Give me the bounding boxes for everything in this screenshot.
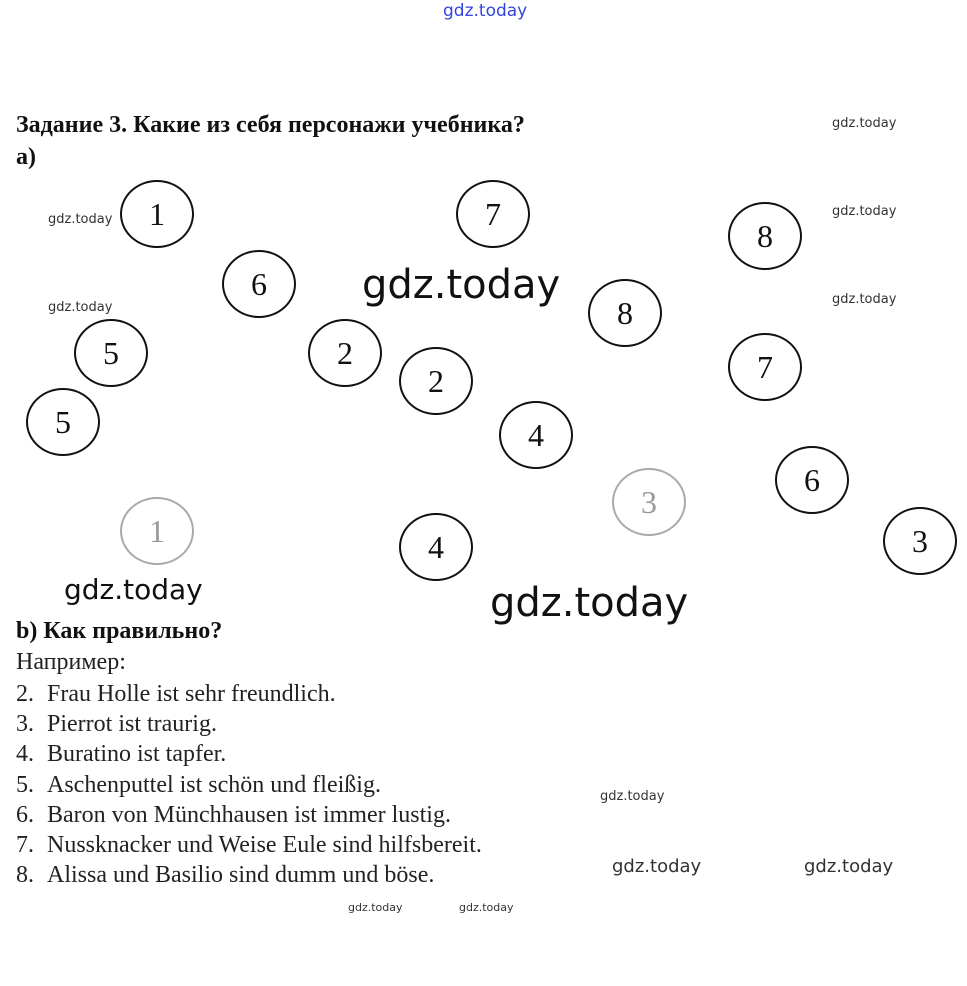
watermark: gdz.today	[459, 901, 514, 914]
answer-item	[16, 739, 482, 769]
part-b-label: b) Как правильно?	[16, 618, 223, 644]
answer-item	[16, 709, 482, 739]
watermark: gdz.today	[612, 856, 702, 877]
number-circle: 1	[120, 180, 194, 248]
watermark: gdz.today	[804, 856, 894, 877]
number-circle: 8	[588, 279, 662, 347]
watermark: gdz.today	[832, 292, 897, 307]
answer-item	[16, 800, 482, 830]
number-circle: 5	[74, 319, 148, 387]
watermark: gdz.today	[832, 204, 897, 219]
number-circle: 2	[308, 319, 382, 387]
number-circle: 4	[399, 513, 473, 581]
number-circle: 4	[499, 401, 573, 469]
answer-number: 4.	[16, 741, 34, 768]
answer-item	[16, 770, 482, 800]
answer-text: Frau Holle ist sehr freundlich.	[47, 681, 336, 707]
number-circle: 8	[728, 202, 802, 270]
watermark: gdz.today	[348, 901, 403, 914]
answer-number: 5.	[16, 771, 34, 798]
answer-text: Nussknacker und Weise Eule sind hilfsbereit.	[47, 831, 482, 858]
answer-number: 6.	[16, 801, 34, 828]
number-circle: 7	[728, 333, 802, 401]
task-title: Задание 3. Какие из себя персонажи учебника?	[16, 112, 525, 138]
watermark: gdz.today	[600, 789, 665, 804]
answer-text: Buratino ist tapfer.	[47, 741, 227, 768]
example-label: Например:	[16, 649, 126, 675]
answer-item	[16, 860, 482, 890]
watermark-top: gdz.today	[443, 1, 528, 21]
answer-text: Baron von Münchhausen ist immer lustig.	[47, 801, 451, 828]
number-circle: 6	[222, 250, 296, 318]
watermark: gdz.today	[832, 116, 897, 131]
answer-number: 8.	[16, 862, 34, 889]
answer-list	[16, 679, 482, 890]
number-circle: 2	[399, 347, 473, 415]
watermark: gdz.today	[64, 573, 203, 606]
number-circle: 3	[612, 468, 686, 536]
watermark: gdz.today	[490, 580, 689, 626]
number-circle: 3	[883, 507, 957, 575]
number-circle: 5	[26, 388, 100, 456]
answer-number: 3.	[16, 711, 34, 738]
number-circle: 7	[456, 180, 530, 248]
answer-item	[16, 830, 482, 860]
part-a-label: а)	[16, 144, 36, 170]
answer-text: Alissa und Basilio sind dumm und böse.	[47, 862, 435, 889]
answer-text: Aschenputtel ist schön und fleißig.	[47, 771, 381, 798]
answer-number: 7.	[16, 831, 34, 858]
answer-text: Pierrot ist traurig.	[47, 711, 217, 738]
answer-item	[16, 679, 482, 709]
number-circle: 6	[775, 446, 849, 514]
watermark: gdz.today	[48, 300, 113, 315]
watermark: gdz.today	[362, 262, 561, 308]
answer-number: 2.	[16, 681, 34, 707]
watermark: gdz.today	[48, 212, 113, 227]
number-circle: 1	[120, 497, 194, 565]
